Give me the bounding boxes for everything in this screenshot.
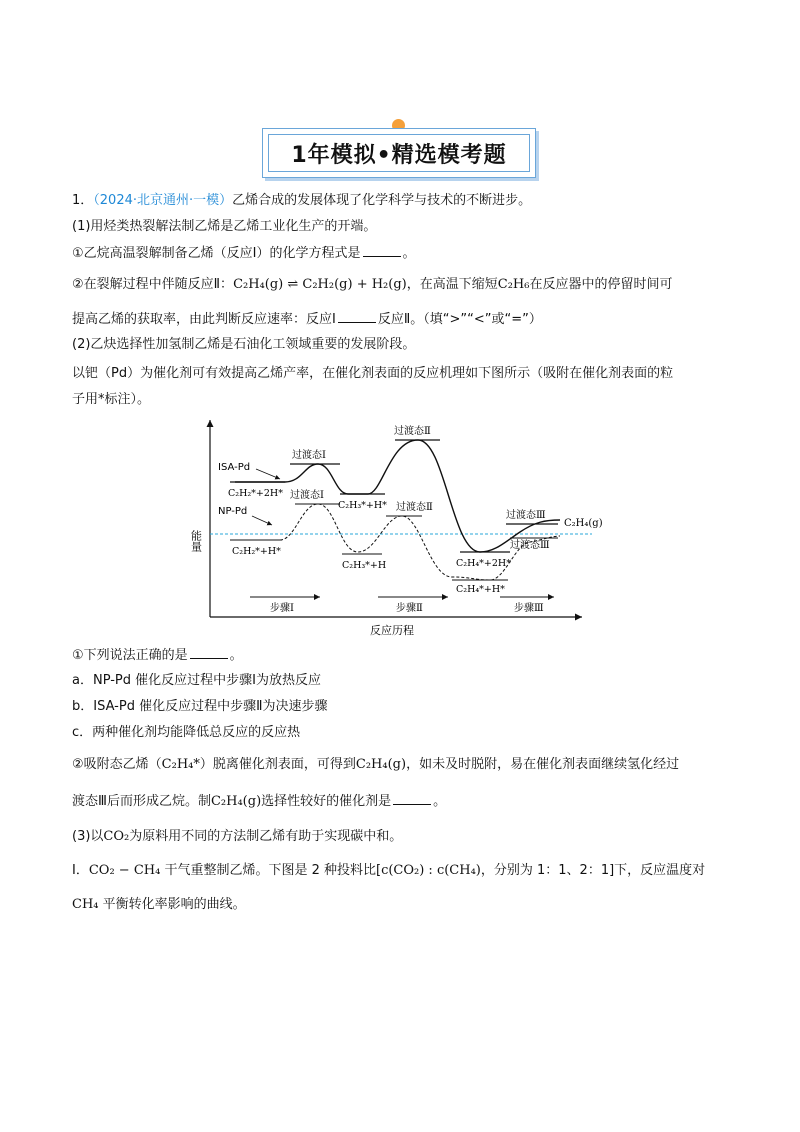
- banner-title: 1年模拟•精选模考题: [291, 142, 507, 168]
- part2-q2-end: 。: [433, 794, 447, 809]
- np-species-3: C₂H₄*+H*: [456, 584, 505, 595]
- answer-blank[interactable]: [363, 244, 401, 257]
- adsorbed-ethylene-formula: C₂H₄*: [161, 757, 200, 772]
- isa-pd-label: ISA-Pd: [218, 462, 251, 473]
- ethylene-gas-formula: C₂H₄(g): [355, 757, 407, 772]
- np-ts3-label: 过渡态Ⅲ: [510, 540, 550, 551]
- np-pd-label: NP-Pd: [218, 506, 248, 517]
- step3-label: 步骤Ⅲ: [514, 603, 544, 614]
- product-label: C₂H₄(g): [564, 518, 603, 529]
- np-species-2: C₂H₃*+H: [342, 560, 387, 571]
- part3-title-pre: (3)以: [72, 829, 104, 844]
- option-c[interactable]: c．两种催化剂均能降低总反应的反应热: [72, 725, 301, 740]
- part1-question-a: [72, 244, 416, 263]
- part2-question-1: [72, 646, 243, 665]
- answer-blank[interactable]: [190, 646, 228, 659]
- isa-species-2: C₂H₃*+H*: [338, 500, 387, 511]
- part1-b-pre: ②在裂解过程中伴随反应Ⅱ：: [72, 277, 234, 292]
- part2-description-2: 子用*标注）。: [72, 392, 151, 407]
- part2-q2-pre: ②吸附态乙烯（: [72, 757, 162, 772]
- step1-label: 步骤Ⅰ: [270, 603, 294, 614]
- part2-q2-line2-pre: 渡态Ⅲ后而形成乙烷。制: [72, 794, 211, 809]
- isa-pointer-arrow: [256, 469, 280, 479]
- part2-question-2: [72, 756, 679, 774]
- part3-i-pre: I．: [72, 863, 89, 878]
- part1-title: (1)用烃类热裂解法制乙烯是乙烯工业化生产的开端。: [72, 219, 377, 234]
- ethylene-gas-formula: C₂H₄(g): [210, 794, 262, 809]
- part2-q2-line2-post: 选择性较好的催化剂是: [261, 794, 392, 809]
- part1-a-end: 。: [402, 246, 416, 261]
- methane-formula: CH₄: [72, 897, 99, 912]
- option-a[interactable]: a．NP-Pd 催化反应过程中步骤Ⅰ为放热反应: [72, 673, 321, 688]
- part2-q2-post: ，如未及时脱附，易在催化剂表面继续氢化经过: [406, 757, 680, 772]
- isa-ts3-label: 过渡态Ⅲ: [506, 510, 546, 521]
- q1-header: [72, 192, 531, 210]
- part1-a-text: ①乙烷高温裂解制备乙烯（反应Ⅰ）的化学方程式是: [72, 246, 361, 261]
- part3-title: [72, 828, 402, 846]
- np-ts2-label: 过渡态Ⅱ: [396, 502, 433, 513]
- np-pointer-arrow: [252, 516, 272, 525]
- part2-question-2-line2: [72, 792, 446, 811]
- reaction-2-equation: C₂H₄(g) ⇌ C₂H₂(g) + H₂(g): [233, 277, 407, 292]
- part3-i-mid: 干气重整制乙烯。下图是 2 种投料比[: [160, 863, 382, 878]
- isa-species-1: C₂H₂*+2H*: [228, 488, 283, 499]
- q1-stem: 乙烯合成的发展体现了化学科学与技术的不断进步。: [232, 193, 532, 208]
- energy-profile-diagram: [190, 412, 610, 640]
- answer-blank[interactable]: [338, 310, 376, 323]
- banner-box: [262, 128, 536, 178]
- q1-source[interactable]: （2024·北京通州·一模）: [93, 193, 233, 208]
- part2-q1-text: ①下列说法正确的是: [72, 648, 188, 663]
- feed-ratio-formula: c(CO₂) : c(CH₄): [381, 863, 481, 878]
- ethane-formula: C₂H₆: [497, 277, 530, 292]
- part3-i-line2: [72, 896, 246, 914]
- isa-ts1-label: 过渡态Ⅰ: [292, 450, 326, 461]
- isa-species-3: C₂H₄*+2H*: [456, 558, 511, 569]
- part3-i-text: [72, 862, 705, 880]
- part1-b-post: 在反应器中的停留时间可: [529, 277, 673, 292]
- isa-ts2-label: 过渡态Ⅱ: [394, 426, 431, 437]
- option-b[interactable]: b．ISA-Pd 催化反应过程中步骤Ⅱ为决速步骤: [72, 699, 328, 714]
- part2-q2-mid: ）脱离催化剂表面，可得到: [199, 757, 356, 772]
- np-ts1-label: 过渡态Ⅰ: [290, 490, 324, 501]
- part2-title: (2)乙炔选择性加氢制乙烯是石油化工领域重要的发展阶段。: [72, 337, 416, 352]
- part3-i-line2-post: 平衡转化率影响的曲线。: [98, 897, 246, 912]
- part3-i-post: ，分别为 1：1、2：1]下，反应温度对: [480, 863, 706, 878]
- banner-inner: [268, 134, 530, 172]
- x-axis-label: 反应历程: [370, 624, 414, 637]
- part1-b-line2-pre: 提高乙烯的获取率，由此判断反应速率：反应Ⅰ: [72, 312, 336, 327]
- part1-question-b-line2: [72, 310, 542, 329]
- q1-number: 1．: [72, 193, 94, 208]
- isa-pd-curve: [235, 440, 560, 552]
- co2-formula: CO₂: [103, 829, 130, 844]
- part2-description-1: 以钯（Pd）为催化剂可有效提高乙烯产率，在催化剂表面的反应机理如下图所示（吸附在催化剂表面的粒: [72, 366, 674, 381]
- part1-question-b: [72, 276, 672, 294]
- section-banner: [262, 124, 536, 180]
- step2-label: 步骤Ⅱ: [396, 603, 423, 614]
- part2-q1-end: 。: [229, 648, 243, 663]
- answer-blank[interactable]: [393, 792, 431, 805]
- np-species-1: C₂H₂*+H*: [232, 546, 281, 557]
- part1-b-mid: ，在高温下缩短: [406, 277, 498, 292]
- dry-reforming-formula: CO₂ − CH₄: [88, 863, 161, 878]
- part3-title-post: 为原料用不同的方法制乙烯有助于实现碳中和。: [129, 829, 403, 844]
- y-axis-label: 能量: [190, 530, 203, 552]
- part1-b-line2-post: 反应Ⅱ。（填“>”“<”或“=”）: [377, 312, 542, 327]
